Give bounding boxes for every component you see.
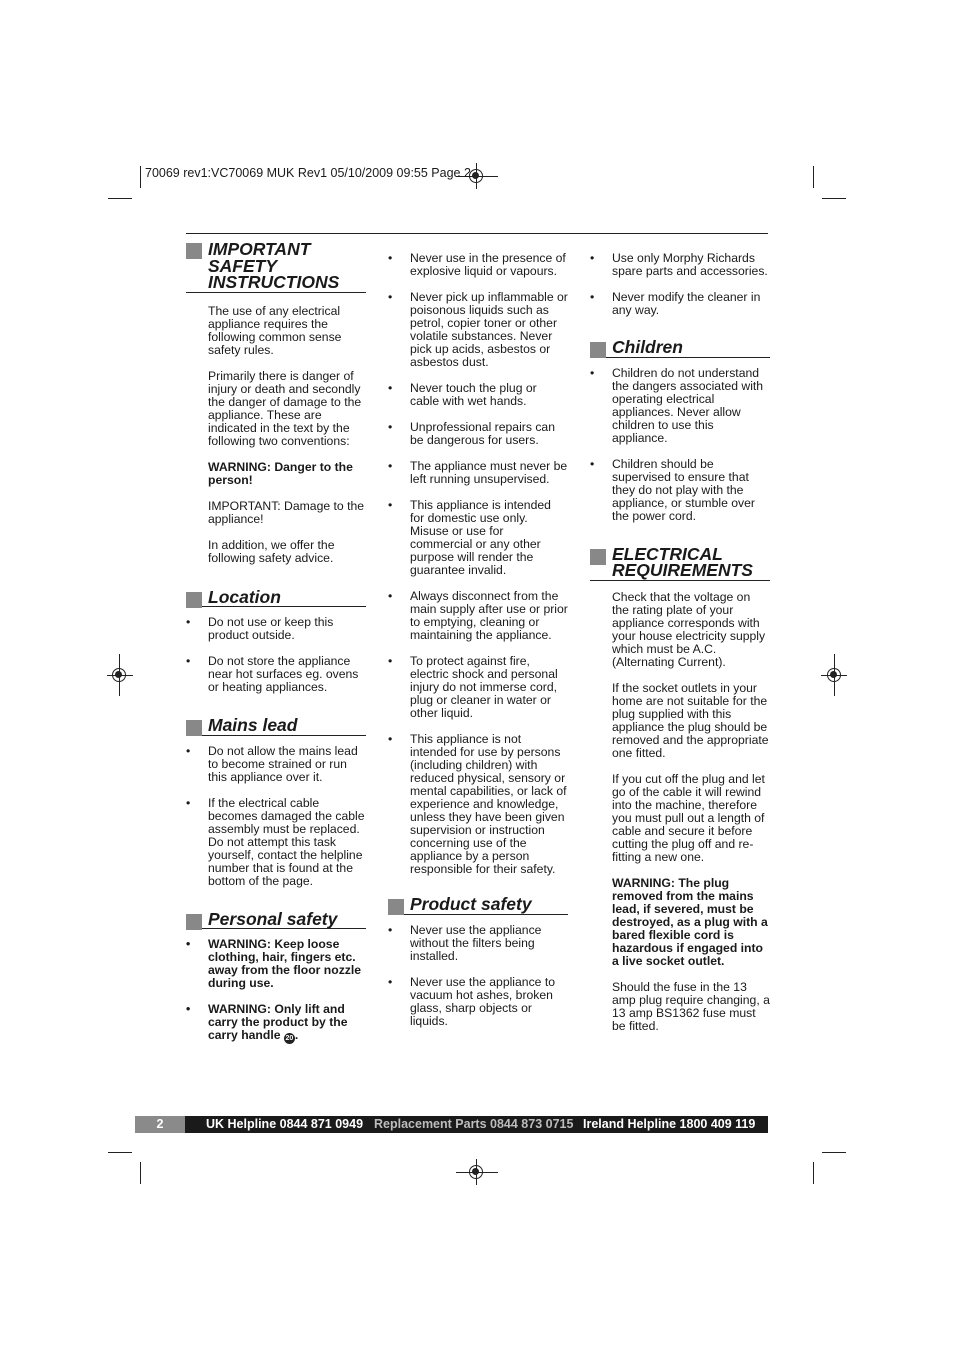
intro-paragraph: The use of any electrical appliance requires the following common sense safety rules. xyxy=(208,303,342,357)
column-2 xyxy=(388,252,568,1028)
crop-mark xyxy=(140,1162,141,1184)
part-reference-icon: 20 xyxy=(285,1035,294,1042)
list-item: • WARNING: Only lift and carry the product by the carry handle 20 . xyxy=(186,1003,366,1044)
crop-mark xyxy=(813,166,814,188)
list-item: • Do not store the appliance near hot surfaces eg. ovens or heating appliances. xyxy=(186,655,366,694)
section-heading-personal-safety: Personal safety xyxy=(186,911,366,930)
crop-mark xyxy=(822,1152,846,1153)
list-item: • Never pick up inflammable or poisonous liquids such as petrol, copier toner or other volatile substances. Never pick up acids, asbestos or asbestos dust. xyxy=(388,291,568,369)
list-item: • If the electrical cable becomes damaged the cable assembly must be replaced. Do not attempt this task yourself, contact the helpline number that is found at the bottom of the page. xyxy=(186,797,366,888)
list-item: • Children do not understand the dangers associated with operating electrical appliances. Never allow children to use this appliance. xyxy=(590,367,770,445)
section-heading-product-safety: Product safety xyxy=(388,896,568,915)
crop-mark xyxy=(140,166,141,188)
list-item: • Never use the appliance without the filters being installed. xyxy=(388,924,568,963)
heading-square-icon xyxy=(186,914,202,930)
section-heading-location: Location xyxy=(186,589,366,608)
intro-paragraph: Primarily there is danger of injury or death and secondly the danger of damage to the appliance. These are indicated in the text by the following two conventions: xyxy=(208,368,362,448)
intro-paragraph: In addition, we offer the following safety advice. xyxy=(208,537,335,565)
electrical-paragraph: If you cut off the plug and let go of the cable it will rewind into the machine, therefore you must pull out a length of cable and secure it before cutting the plug off and re-fitting a new one. xyxy=(612,771,765,864)
list-item: • Use only Morphy Richards spare parts and accessories. xyxy=(590,252,770,278)
crop-mark xyxy=(108,198,132,199)
electrical-paragraph: If the socket outlets in your home are not suitable for the plug supplied with this appliance the plug should be removed and the appropriate one fitted. xyxy=(612,680,769,760)
list-item: • The appliance must never be left running unsupervised. xyxy=(388,460,568,486)
important-convention: IMPORTANT: Damage to the appliance! xyxy=(208,498,365,526)
section-heading-children: Children xyxy=(590,339,770,358)
replacement-parts-line: Replacement Parts 0844 873 0715 xyxy=(374,1117,574,1131)
heading-square-icon xyxy=(388,899,404,915)
top-rule xyxy=(186,233,768,234)
heading-square-icon xyxy=(186,243,202,259)
list-item: • WARNING: Keep loose clothing, hair, fingers etc. away from the floor nozzle during use. xyxy=(186,938,366,990)
column-3 xyxy=(590,252,770,1033)
list-item: • This appliance is intended for domestic use only. Misuse or use for commercial or any other purpose will render the guarantee invalid. xyxy=(388,499,568,577)
helpline-footer xyxy=(135,1116,768,1133)
warning-convention: WARNING: Danger to the person! xyxy=(208,459,353,487)
crop-mark xyxy=(108,1152,132,1153)
list-item: • Do not use or keep this product outside. xyxy=(186,616,366,642)
section-heading-mains-lead: Mains lead xyxy=(186,717,366,736)
crop-mark xyxy=(813,1162,814,1184)
list-item: • To protect against fire, electric shock and personal injury do not immerse cord, plug or cleaner in water or other liquid. xyxy=(388,655,568,720)
registration-target-icon xyxy=(469,1165,483,1179)
crop-mark xyxy=(822,198,846,199)
heading-square-icon xyxy=(186,720,202,736)
list-item: • Unprofessional repairs can be dangerous for users. xyxy=(388,421,568,447)
section-heading-important: IMPORTANT SAFETY INSTRUCTIONS xyxy=(186,240,366,293)
registration-target-icon xyxy=(469,169,483,183)
list-item: • Never touch the plug or cable with wet hands. xyxy=(388,382,568,408)
list-item: • Never use in the presence of explosive liquid or vapours. xyxy=(388,252,568,278)
plug-warning: WARNING: The plug removed from the mains lead, if severed, must be destroyed, as a plug with a bared flexible cord is hazardous if engaged into a live socket outlet. xyxy=(612,875,768,968)
list-item: • Always disconnect from the main supply after use or prior to emptying, cleaning or maintaining the appliance. xyxy=(388,590,568,642)
ireland-helpline: Ireland Helpline 1800 409 119 xyxy=(583,1117,756,1131)
page-number: 2 xyxy=(135,1116,185,1133)
heading-square-icon xyxy=(590,342,606,358)
column-1 xyxy=(186,240,366,1044)
list-item: • Never use the appliance to vacuum hot ashes, broken glass, sharp objects or liquids. xyxy=(388,976,568,1028)
section-heading-electrical: ELECTRICAL REQUIREMENTS xyxy=(590,546,770,581)
heading-square-icon xyxy=(590,549,606,565)
list-item: • Never modify the cleaner in any way. xyxy=(590,291,770,317)
uk-helpline: UK Helpline 0844 871 0949 xyxy=(206,1117,364,1131)
list-item: • Children should be supervised to ensure that they do not play with the appliance, or stumble over the power cord. xyxy=(590,458,770,523)
registration-target-icon xyxy=(827,668,841,682)
print-slug: 70069 rev1:VC70069 MUK Rev1 05/10/2009 09:55 Page 2 xyxy=(145,166,471,180)
list-item: • This appliance is not intended for use by persons (including children) with reduced physical, sensory or mental capabilities, or lack of experience and knowledge, unless they have been given supervision or instruction concerning use of the appliance by a person responsible for their safety. xyxy=(388,733,568,876)
electrical-paragraph: Check that the voltage on the rating plate of your appliance corresponds with your house electricity supply which must be A.C. (Alternating Current). xyxy=(612,589,766,669)
list-item: • Do not allow the mains lead to become strained or run this appliance over it. xyxy=(186,745,366,784)
registration-target-icon xyxy=(112,668,126,682)
heading-square-icon xyxy=(186,592,202,608)
electrical-paragraph: Should the fuse in the 13 amp plug require changing, a 13 amp BS1362 fuse must be fitted. xyxy=(612,979,770,1033)
